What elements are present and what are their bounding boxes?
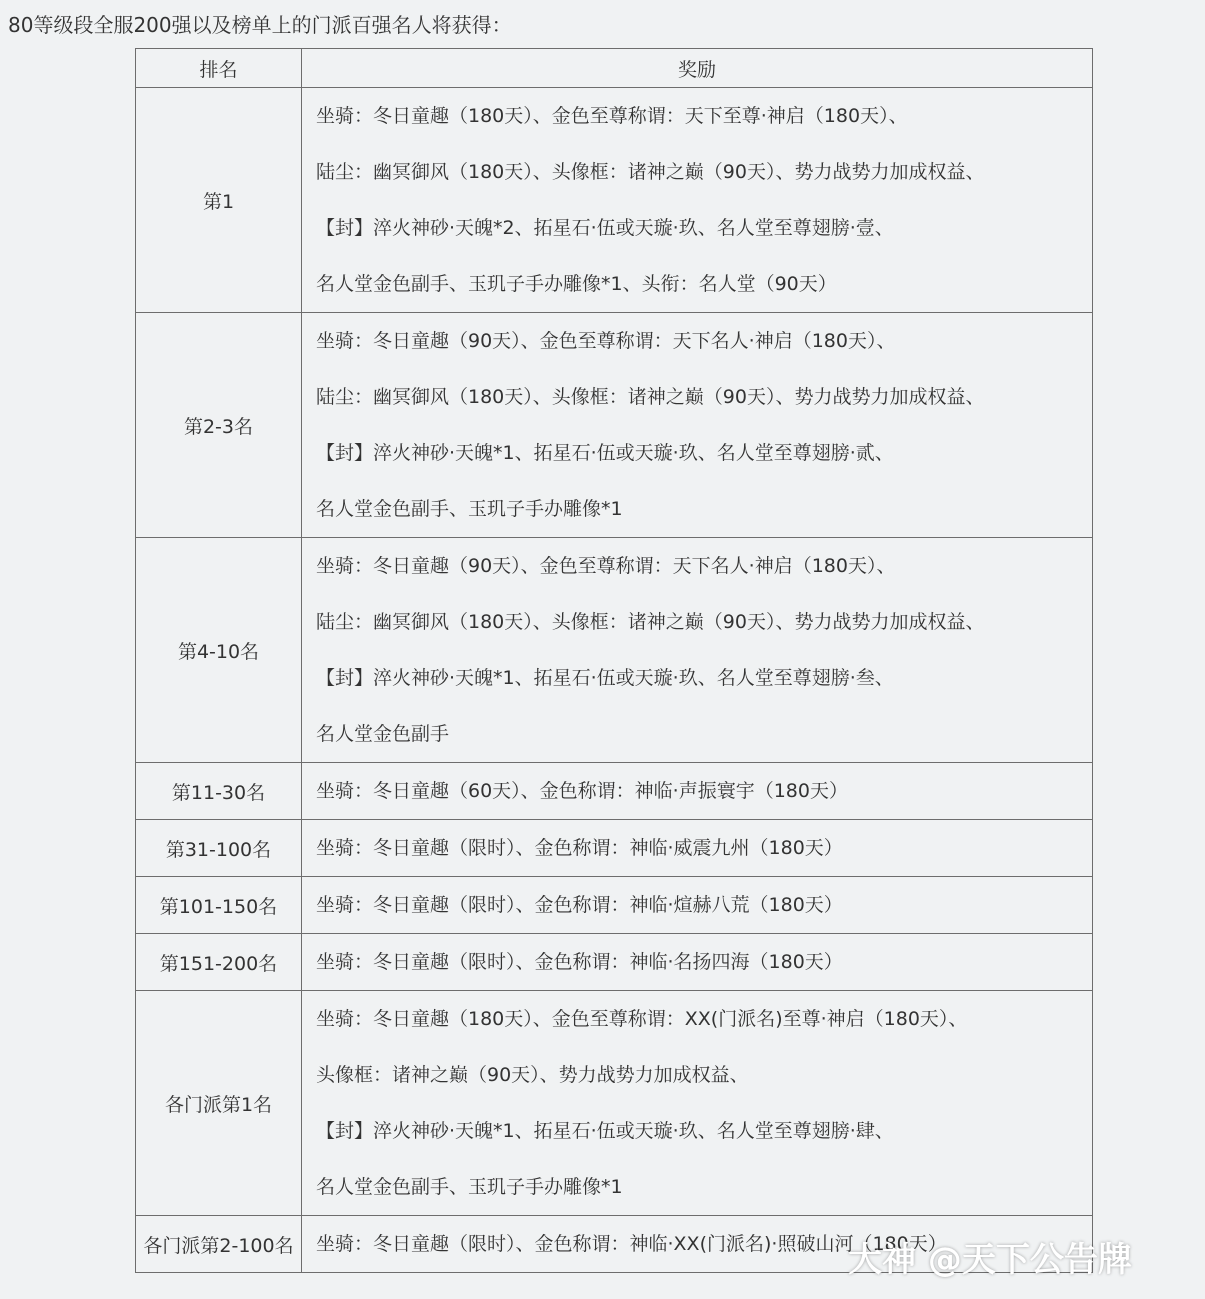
- reward-line: 名人堂金色副手: [316, 723, 450, 745]
- reward-line: 【封】淬火神砂·天魄*1、拓星石·伍或天璇·玖、名人堂至尊翅膀·肆、: [316, 1120, 894, 1142]
- reward-cell: [302, 877, 1093, 934]
- table-row: [136, 934, 1093, 991]
- reward-line: 【封】淬火神砂·天魄*1、拓星石·伍或天璇·玖、名人堂至尊翅膀·贰、: [316, 442, 894, 464]
- reward-line: 名人堂金色副手、玉玑子手办雕像*1: [316, 498, 623, 520]
- reward-cell: [302, 313, 1093, 538]
- rank-cell: 第151-200名: [136, 934, 302, 991]
- reward-line: 坐骑：冬日童趣（180天）、金色至尊称谓：天下至尊·神启（180天）、: [316, 105, 908, 127]
- reward-line: 坐骑：冬日童趣（限时）、金色称谓：神临·名扬四海（180天）: [316, 951, 843, 973]
- intro-text: 80等级段全服200强以及榜单上的门派百强名人将获得：: [8, 13, 512, 37]
- rank-cell: 第2-3名: [136, 313, 302, 538]
- reward-line: 头像框：诸神之巅（90天）、势力战势力加成权益、: [316, 1064, 749, 1086]
- reward-line: 坐骑：冬日童趣（限时）、金色称谓：神临·威震九州（180天）: [316, 837, 843, 859]
- reward-line: 坐骑：冬日童趣（限时）、金色称谓：神临·XX(门派名)·照破山河（180天）: [316, 1233, 947, 1255]
- reward-line: 坐骑：冬日童趣（90天）、金色至尊称谓：天下名人·神启（180天）、: [316, 330, 896, 352]
- reward-line: 【封】淬火神砂·天魄*1、拓星石·伍或天璇·玖、名人堂至尊翅膀·叁、: [316, 667, 894, 689]
- header-reward: 奖励: [302, 49, 1093, 88]
- rank-cell: 第1: [136, 88, 302, 313]
- rank-cell: 第11-30名: [136, 763, 302, 820]
- header-rank: 排名: [136, 49, 302, 88]
- rank-cell: 第101-150名: [136, 877, 302, 934]
- table-row: [136, 991, 1093, 1216]
- reward-line: 【封】淬火神砂·天魄*2、拓星石·伍或天璇·玖、名人堂至尊翅膀·壹、: [316, 217, 894, 239]
- reward-cell: [302, 88, 1093, 313]
- reward-cell: [302, 763, 1093, 820]
- reward-line: 陆尘：幽冥御风（180天）、头像框：诸神之巅（90天）、势力战势力加成权益、: [316, 161, 985, 183]
- reward-line: 陆尘：幽冥御风（180天）、头像框：诸神之巅（90天）、势力战势力加成权益、: [316, 611, 985, 633]
- reward-cell: [302, 934, 1093, 991]
- watermark: 大神 @天下公告牌: [848, 1240, 1132, 1280]
- reward-cell: [302, 991, 1093, 1216]
- reward-line: 陆尘：幽冥御风（180天）、头像框：诸神之巅（90天）、势力战势力加成权益、: [316, 386, 985, 408]
- reward-line: 名人堂金色副手、玉玑子手办雕像*1: [316, 1176, 623, 1198]
- reward-line: 坐骑：冬日童趣（90天）、金色至尊称谓：天下名人·神启（180天）、: [316, 555, 896, 577]
- table-row: [136, 820, 1093, 877]
- table-row: [136, 763, 1093, 820]
- rank-cell: 各门派第2-100名: [136, 1216, 302, 1273]
- table-row: [136, 538, 1093, 763]
- rewards-table: [135, 48, 1093, 1273]
- reward-cell: [302, 820, 1093, 877]
- reward-line: 坐骑：冬日童趣（180天）、金色至尊称谓：XX(门派名)至尊·神启（180天）、: [316, 1008, 968, 1030]
- table-row: [136, 877, 1093, 934]
- table-header-row: [136, 49, 1093, 88]
- reward-line: 坐骑：冬日童趣（限时）、金色称谓：神临·煊赫八荒（180天）: [316, 894, 843, 916]
- reward-cell: [302, 538, 1093, 763]
- reward-line: 坐骑：冬日童趣（60天）、金色称谓：神临·声振寰宇（180天）: [316, 780, 848, 802]
- table-row: [136, 313, 1093, 538]
- rank-cell: 第31-100名: [136, 820, 302, 877]
- rank-cell: 第4-10名: [136, 538, 302, 763]
- table-row: [136, 88, 1093, 313]
- rank-cell: 各门派第1名: [136, 991, 302, 1216]
- reward-line: 名人堂金色副手、玉玑子手办雕像*1、头衔：名人堂（90天）: [316, 273, 837, 295]
